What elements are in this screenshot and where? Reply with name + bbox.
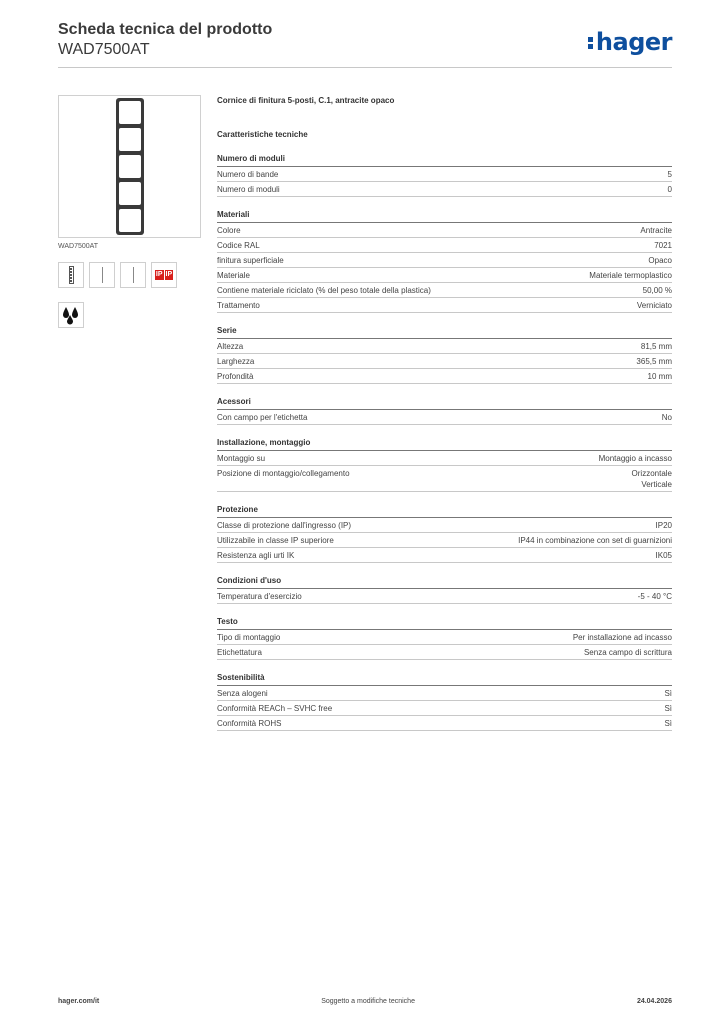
section-title: Installazione, montaggio — [217, 437, 672, 451]
spec-value: Sì — [664, 704, 672, 713]
section-title: Sostenibilità — [217, 672, 672, 686]
section-title: Testo — [217, 616, 672, 630]
spec-label: Contiene materiale riciclato (% del peso totale della plastica) — [217, 286, 431, 295]
spec-row — [217, 238, 672, 253]
spec-section — [217, 504, 672, 563]
spec-sections — [217, 153, 672, 731]
image-caption: WAD7500AT — [58, 243, 99, 250]
spec-value: 5 — [667, 170, 672, 179]
hager-logo — [588, 28, 672, 56]
spec-value: Senza campo di scrittura — [583, 648, 672, 657]
spec-label: Con campo per l'etichetta — [217, 413, 308, 422]
spec-value: IK05 — [655, 551, 672, 560]
spec-row — [217, 410, 672, 425]
spec-label: Profondità — [217, 372, 254, 381]
section-title: Materiali — [217, 209, 672, 223]
spec-label: Conformità ROHS — [217, 719, 282, 728]
spec-content — [217, 95, 672, 731]
spec-row — [217, 518, 672, 533]
spec-row — [217, 548, 672, 563]
spec-value: 0 — [667, 185, 672, 194]
spec-value: 81,5 mm — [640, 342, 672, 351]
page-footer — [58, 998, 672, 1005]
section-title: Condizioni d'uso — [217, 575, 672, 589]
spec-value: Sì — [664, 689, 672, 698]
product-image — [58, 95, 201, 238]
section-title: Serie — [217, 325, 672, 339]
spec-label: Temperatura d'esercizio — [217, 592, 302, 601]
spec-row — [217, 701, 672, 716]
spec-value: Per installazione ad incasso — [572, 633, 672, 642]
spec-value: -5 - 40 °C — [637, 592, 672, 601]
spec-label: Classe di protezione dall'ingresso (IP) — [217, 521, 352, 530]
ip-badge-right: IP — [165, 271, 173, 278]
spec-section — [217, 437, 672, 492]
spec-label: Numero di bande — [217, 170, 279, 179]
ip-rating-icon — [151, 262, 177, 288]
ip-badge-left: IP — [155, 271, 163, 278]
spec-value: Antracite — [640, 226, 672, 235]
spec-value: No — [661, 413, 672, 422]
product-description: Cornice di finitura 5-posti, C.1, antracite opaco — [217, 96, 395, 105]
spec-section — [217, 396, 672, 425]
spec-row — [217, 298, 672, 313]
spec-row — [217, 182, 672, 197]
spec-label: Utilizzabile in classe IP superiore — [217, 536, 334, 545]
spec-label: Resistenza agli urti IK — [217, 551, 295, 560]
spec-label: Etichettatura — [217, 648, 262, 657]
section-title: Protezione — [217, 504, 672, 518]
spec-value: IP44 in combinazione con set di guarnizioni — [518, 536, 672, 545]
spec-value: 50,00 % — [642, 286, 672, 295]
spec-value: 10 mm — [647, 372, 672, 381]
spec-value: IP20 — [655, 521, 672, 530]
spec-row — [217, 630, 672, 645]
feature-icons — [58, 262, 182, 288]
spec-value: Verniciato — [636, 301, 672, 310]
line-icon — [120, 262, 146, 288]
logo-text: hager — [595, 28, 672, 56]
spec-value: 7021 — [654, 241, 672, 250]
spec-label: Altezza — [217, 342, 244, 351]
spec-label: Codice RAL — [217, 241, 260, 250]
section-title: Numero di moduli — [217, 153, 672, 167]
spec-row — [217, 466, 672, 492]
spec-row — [217, 268, 672, 283]
spec-label: Larghezza — [217, 357, 255, 366]
spec-section — [217, 616, 672, 660]
spec-value: 365,5 mm — [636, 357, 672, 366]
spec-label: Posizione di montaggio/collegamento — [217, 469, 350, 478]
spec-row — [217, 716, 672, 731]
frame-illustration — [116, 98, 144, 235]
spec-row — [217, 354, 672, 369]
product-code: WAD7500AT — [58, 41, 150, 58]
spec-value: Montaggio a incasso — [598, 454, 672, 463]
spec-section — [217, 209, 672, 313]
spec-row — [217, 451, 672, 466]
spec-row — [217, 686, 672, 701]
spec-row — [217, 533, 672, 548]
spec-row — [217, 167, 672, 182]
spec-label: Montaggio su — [217, 454, 266, 463]
spec-section — [217, 575, 672, 604]
spec-label: Numero di moduli — [217, 185, 280, 194]
spec-row — [217, 253, 672, 268]
spec-row — [217, 369, 672, 384]
characteristics-title: Caratteristiche tecniche — [217, 130, 308, 139]
spec-label: Materiale — [217, 271, 250, 280]
spec-label: Senza alogeni — [217, 689, 268, 698]
spec-label: Conformità REACh – SVHC free — [217, 704, 333, 713]
spec-value: Materiale termoplastico — [589, 271, 672, 280]
spec-value: Orizzontale Verticale — [631, 469, 672, 489]
spec-section — [217, 153, 672, 197]
spec-label: Tipo di montaggio — [217, 633, 281, 642]
spec-row — [217, 339, 672, 354]
page-header — [58, 20, 672, 68]
footer-website: hager.com/it — [58, 998, 100, 1005]
spec-row — [217, 589, 672, 604]
spec-row — [217, 283, 672, 298]
spec-row — [217, 223, 672, 238]
water-drops-icon — [58, 302, 84, 328]
footer-date: 24.04.2026 — [636, 998, 672, 1005]
spec-value: Sì — [664, 719, 672, 728]
footer-note: Soggetto a modifiche tecniche — [321, 998, 415, 1005]
page-title: Scheda tecnica del prodotto — [58, 21, 273, 38]
spec-label: Colore — [217, 226, 241, 235]
spec-section — [217, 325, 672, 384]
line-icon — [89, 262, 115, 288]
spec-value: Opaco — [648, 256, 672, 265]
frame-5-icon — [58, 262, 84, 288]
spec-section — [217, 672, 672, 731]
spec-row — [217, 645, 672, 660]
logo-dots-icon — [588, 35, 594, 51]
section-title: Acessori — [217, 396, 672, 410]
spec-label: Trattamento — [217, 301, 260, 310]
spec-label: finitura superficiale — [217, 256, 284, 265]
